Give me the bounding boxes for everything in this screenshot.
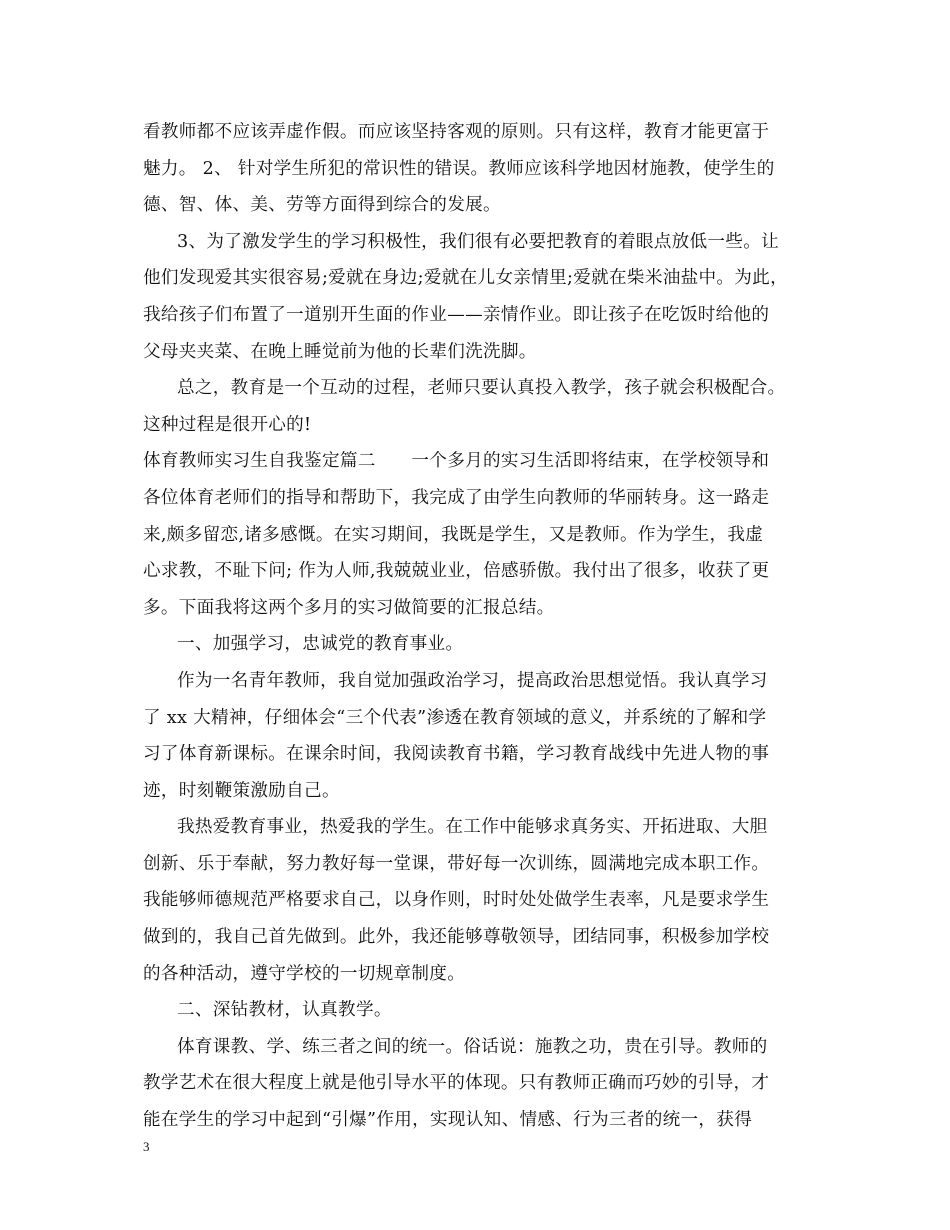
text-line: 父母夹夹菜、在晚上睡觉前为他的长辈们洗洗脚。 [143, 341, 537, 362]
text-line: 了 xx 大精神，仔细体会“三个代表”渗透在教育领域的意义，并系统的了解和学 [143, 707, 767, 728]
text-line: 体育教师实习生自我鉴定篇二 一个多月的实习生活即将结束，在学校领导和 [143, 451, 770, 472]
text-line: 迹，时刻鞭策激励自己。 [143, 780, 340, 801]
text-line: 做到的，我自己首先做到。此外，我还能够尊敬领导，团结同事，积极参加学校 [143, 927, 770, 948]
text-line: 总之，教育是一个互动的过程，老师只要认真投入教学，孩子就会积极配合。 [177, 378, 786, 399]
text-line: 教学艺术在很大程度上就是他引导水平的体现。只有教师正确而巧妙的引导，才 [143, 1073, 770, 1094]
text-line: 体育课教、学、练三者之间的统一。俗话说：施教之功，贵在引导。教师的 [177, 1036, 768, 1057]
text-line: 多。下面我将这两个多月的实习做简要的汇报总结。 [143, 597, 555, 618]
text-line: 3、为了激发学生的学习积极性，我们很有必要把教育的着眼点放低一些。让 [177, 231, 779, 252]
text-line: 能在学生的学习中起到“引爆”作用，实现认知、情感、行为三者的统一，获得 [143, 1110, 753, 1131]
text-line: 魅力。 2、 针对学生所犯的常识性的错误。教师应该科学地因材施教，使学生的 [143, 158, 775, 179]
text-line: 来,颇多留恋,诸多感慨。在实习期间，我既是学生，又是教师。作为学生，我虚 [143, 524, 764, 545]
text-line: 习了体育新课标。在课余时间，我阅读教育书籍，学习教育战线中先进人物的事 [143, 744, 770, 765]
text-line: 的各种活动，遵守学校的一切规章制度。 [143, 963, 466, 984]
text-line: 我给孩子们布置了一道别开生面的作业——亲情作业。即让孩子在吃饭时给他的 [143, 304, 770, 325]
text-line: 这种过程是很开心的! [143, 414, 312, 435]
text-line: 我热爱教育事业，热爱我的学生。在工作中能够求真务实、开拓进取、大胆 [177, 817, 768, 838]
text-line: 我能够师德规范严格要求自己，以身作则，时时处处做学生表率，凡是要求学生 [143, 890, 770, 911]
text-line: 作为一名青年教师，我自觉加强政治学习，提高政治思想觉悟。我认真学习 [177, 670, 768, 691]
text-line: 他们发现爱其实很容易;爱就在身边;爱就在儿女亲情里;爱就在柴米油盐中。为此， [143, 268, 788, 289]
text-line: 各位体育老师们的指导和帮助下，我完成了由学生向教师的华丽转身。这一路走 [143, 487, 770, 508]
text-line: 看教师都不应该弄虚作假。而应该坚持客观的原则。只有这样，教育才能更富于 [143, 122, 770, 142]
text-line: 德、智、体、美、劳等方面得到综合的发展。 [143, 195, 501, 216]
text-line: 创新、乐于奉献，努力教好每一堂课，带好每一次训练，圆满地完成本职工作。 [143, 853, 770, 874]
text-line: 心求教，不耻下问; 作为人师,我兢兢业业，倍感骄傲。我付出了很多，收获了更 [143, 561, 770, 582]
page-number: 3 [143, 1139, 150, 1154]
text-line: 二、深钻教材，认真教学。 [177, 1000, 392, 1021]
document-body [143, 114, 813, 1139]
text-line: 一、加强学习，忠诚党的教育事业。 [177, 634, 464, 655]
